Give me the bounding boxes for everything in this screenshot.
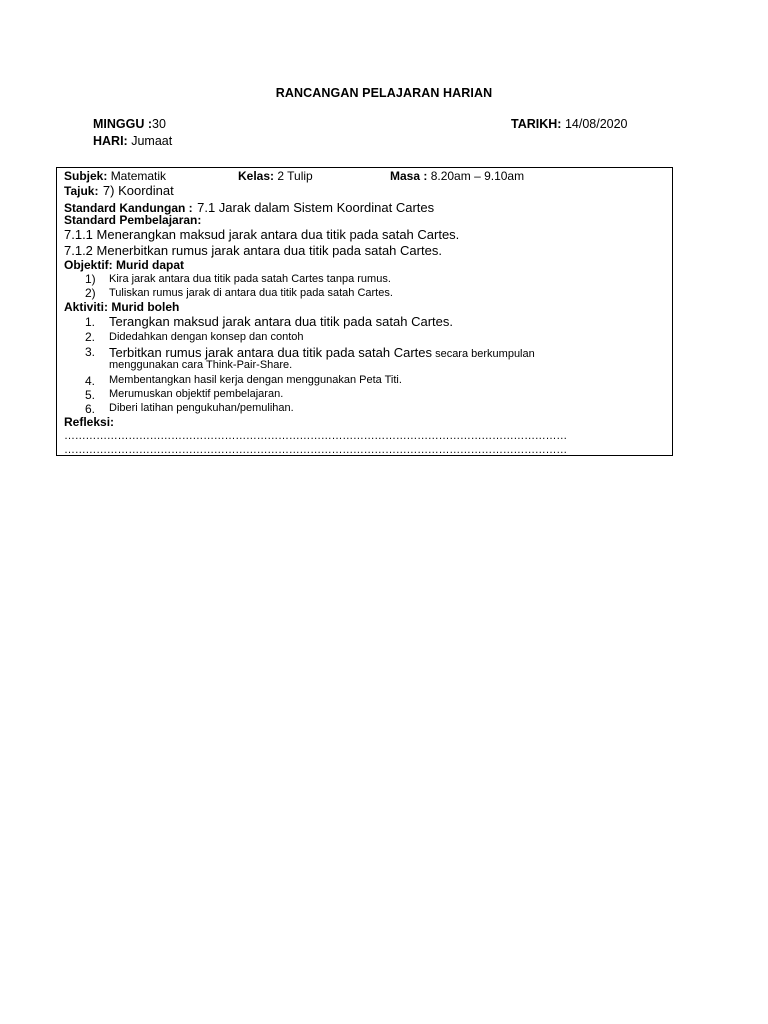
kelas-value: 2 Tulip [277,169,313,183]
tarikh-value: 14/08/2020 [564,117,628,131]
tarikh-line [511,117,628,131]
tarikh-label: TARIKH: [511,117,562,131]
aktiviti-num: 4. [85,374,96,388]
objektif-label: Objektif: Murid dapat [64,258,184,272]
hari-label: HARI: [93,134,128,148]
aktiviti-num: 2. [85,330,96,344]
objektif-num: 2) [85,286,96,300]
aktiviti-text-small: secara berkumpulan [432,348,535,360]
tajuk-label: Tajuk: [64,184,99,198]
refleksi-dotted-line: …………………………………………………………………………………………………………………………… [64,444,567,456]
aktiviti-text: Diberi latihan pengukuhan/pemulihan. [109,402,294,414]
refleksi-label: Refleksi: [64,415,115,429]
standard-pembelajaran-item: 7.1.1 Menerangkan maksud jarak antara dua titik pada satah Cartes. [64,227,460,242]
aktiviti-text-main: Terbitkan rumus jarak antara dua titik pada satah Cartes [109,345,433,360]
aktiviti-text: Didedahkan dengan konsep dan contoh [109,331,304,343]
hari-line [93,134,172,148]
tajuk-value: 7) Koordinat [102,183,174,198]
objektif-num: 1) [85,272,96,286]
aktiviti-text-continued: menggunakan cara Think-Pair-Share. [109,359,293,371]
page-title: RANCANGAN PELAJARAN HARIAN [275,86,493,100]
aktiviti-label: Aktiviti: Murid boleh [64,300,180,314]
objektif-text: Tuliskan rumus jarak di antara dua titik pada satah Cartes. [109,287,393,299]
tajuk-row [64,182,174,200]
kelas-label: Kelas: [238,169,275,183]
lesson-plan-box [56,167,673,456]
subjek-label: Subjek: [64,169,108,183]
masa-row [390,169,524,183]
aktiviti-text: Merumuskan objektif pembelajaran. [109,388,284,400]
aktiviti-text: Terangkan maksud jarak antara dua titik pada satah Cartes. [109,314,453,329]
aktiviti-num: 5. [85,388,96,402]
standard-pembelajaran-label: Standard Pembelajaran: [64,213,202,227]
refleksi-dotted-line: …………………………………………………………………………………………………………………………… [64,430,567,442]
minggu-line [93,117,166,131]
subjek-value: Matematik [110,169,167,183]
minggu-value: 30 [152,117,166,131]
standard-kandungan-value: 7.1 Jarak dalam Sistem Koordinat Cartes [197,200,435,215]
aktiviti-num: 1. [85,315,96,329]
aktiviti-num: 3. [85,345,96,359]
minggu-label: MINGGU : [93,117,153,131]
standard-kandungan-label: Standard Kandungan : [64,201,193,215]
aktiviti-text: Membentangkan hasil kerja dengan menggunakan Peta Titi. [109,374,402,386]
kelas-row [238,169,313,183]
standard-pembelajaran-item: 7.1.2 Menerbitkan rumus jarak antara dua titik pada satah Cartes. [64,243,442,258]
objektif-text: Kira jarak antara dua titik pada satah Cartes tanpa rumus. [109,273,391,285]
subjek-row [64,169,166,183]
hari-value: Jumaat [131,134,173,148]
masa-value: 8.20am – 9.10am [430,169,525,183]
aktiviti-num: 6. [85,402,96,416]
masa-label: Masa : [390,169,428,183]
